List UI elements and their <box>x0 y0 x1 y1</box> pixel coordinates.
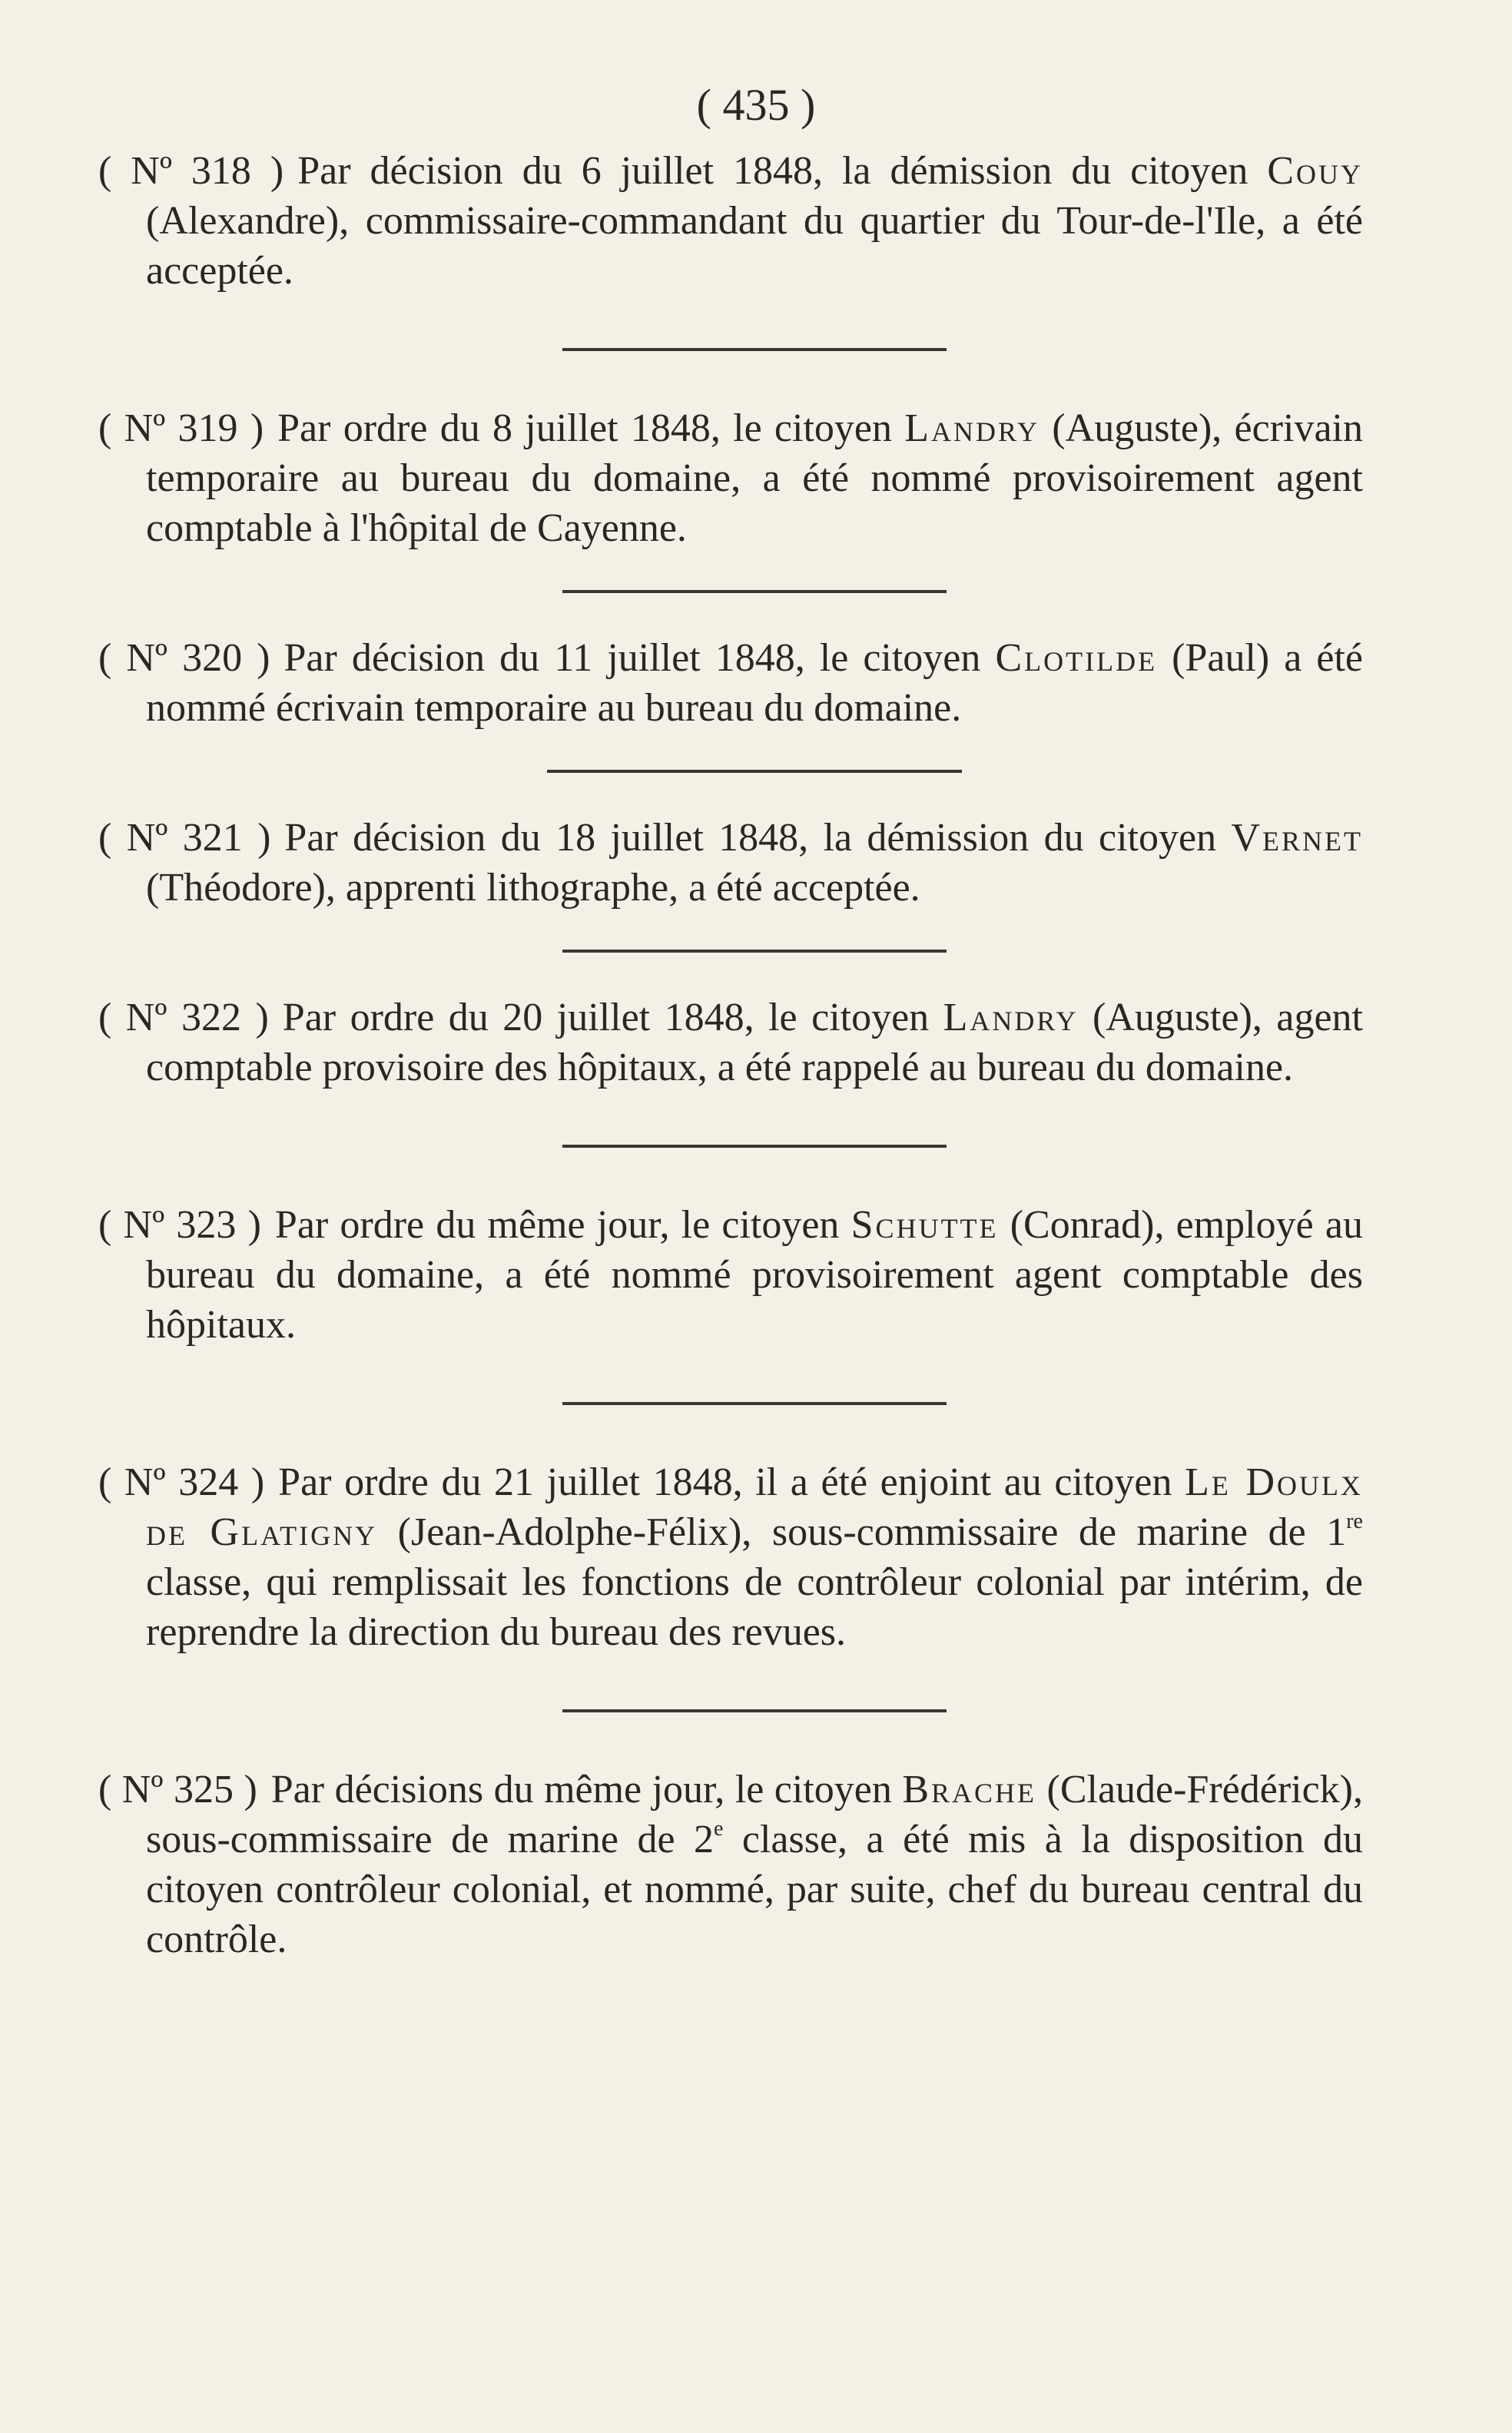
separator-rule <box>562 1402 947 1405</box>
entry-text: Par décision du 11 juillet 1848, le citoyen <box>284 636 996 680</box>
entry-325 <box>98 1765 1363 1964</box>
entry-text: Par ordre du 21 juillet 1848, il a été enjoint au citoyen <box>278 1460 1185 1504</box>
entry-text: classe, a été mis à la disposition du citoyen contrôleur colonial, et nommé, par suite, chef du bureau central du contrôle. <box>146 1818 1363 1961</box>
entry-text: Par ordre du 8 juillet 1848, le citoyen <box>277 406 905 450</box>
entry-text: (Auguste), agent comptable provisoire des hôpitaux, a été rappelé au bureau du domaine. <box>146 996 1363 1089</box>
entry-person-name: Brache <box>902 1768 1037 1811</box>
entry-text: (Paul) a été nommé écrivain temporaire au bureau du domaine. <box>146 636 1364 730</box>
entry-text: Par ordre du même jour, le citoyen <box>274 1203 851 1247</box>
entry-text: (Jean-Adolphe-Félix), sous-commissaire de marine de 1 <box>377 1510 1347 1554</box>
separator-rule <box>562 950 947 953</box>
entries-list <box>98 146 1364 1964</box>
entry-person-name: Clotilde <box>995 636 1158 680</box>
entry-person-name: Landry <box>904 406 1040 450</box>
entry-text: Par ordre du 20 juillet 1848, le citoyen <box>282 996 943 1039</box>
entry-text: (Auguste), écrivain temporaire au bureau du domaine, a été nommé provisoirement agent comptable à l'hôpital de Cayenne. <box>146 406 1363 550</box>
separator-rule <box>562 590 947 593</box>
entry-person-name: Vernet <box>1231 816 1363 860</box>
entry-person-name: Landry <box>943 996 1079 1039</box>
entry-person-name: Le Doulx de Glatigny <box>146 1460 1364 1554</box>
entry-320 <box>98 633 1364 733</box>
entry-318 <box>98 146 1363 296</box>
entry-text: (Théodore), apprenti lithographe, a été acceptée. <box>146 866 920 910</box>
separator-rule <box>547 770 962 773</box>
entry-text: classe, qui remplissait les fonctions de contrôleur colonial par intérim, de reprendre la direction du bureau des revues. <box>146 1560 1363 1654</box>
separator-rule <box>562 348 947 351</box>
entry-number: ( Nº 324 ) <box>98 1460 265 1504</box>
separator-rule <box>562 1145 947 1148</box>
entry-number: ( Nº 318 ) <box>98 149 284 193</box>
separator-rule <box>562 1709 947 1712</box>
entry-text: Par décision du 18 juillet 1848, la démission du citoyen <box>284 816 1232 860</box>
ordinal-suffix: e <box>714 1817 724 1841</box>
entry-text: (Claude-Frédérick), sous-commissaire de marine de 2 <box>146 1768 1363 1861</box>
entry-324 <box>98 1457 1364 1657</box>
entry-number: ( Nº 321 ) <box>98 816 271 860</box>
entry-text: (Conrad), employé au bureau du domaine, a été nommé provisoirement agent comptable des hôpitaux. <box>146 1203 1363 1347</box>
page-number: ( 435 ) <box>696 80 816 130</box>
entry-number: ( Nº 320 ) <box>98 636 270 680</box>
entry-number: ( Nº 322 ) <box>98 996 269 1039</box>
entry-321 <box>98 813 1363 913</box>
entry-323 <box>98 1200 1363 1350</box>
entry-text: Par décisions du même jour, le citoyen <box>270 1768 903 1811</box>
entry-number: ( Nº 319 ) <box>98 406 264 450</box>
entry-322 <box>98 993 1363 1092</box>
entry-number: ( Nº 323 ) <box>98 1203 261 1247</box>
ordinal-suffix: re <box>1346 1510 1363 1533</box>
entry-person-name: Couy <box>1267 149 1363 193</box>
entry-319 <box>98 403 1363 553</box>
entry-number: ( Nº 325 ) <box>98 1768 257 1811</box>
entry-text: (Alexandre), commissaire-commandant du quartier du Tour-de-l'Ile, a été acceptée. <box>146 199 1363 293</box>
entry-text: Par décision du 6 juillet 1848, la démission du citoyen <box>297 149 1268 193</box>
entry-person-name: Schutte <box>850 1203 999 1247</box>
